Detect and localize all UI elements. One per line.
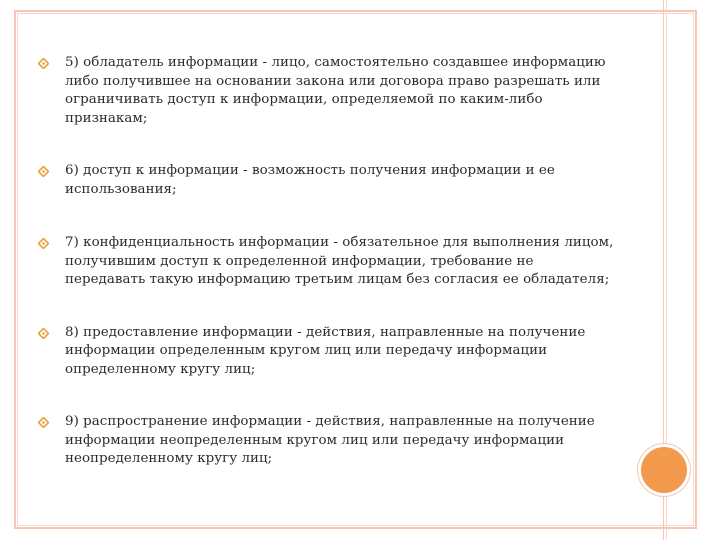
list-item-text: 5) обладатель информации - лицо, самостоятельно создавшее информацию либо получившее на основании закона или договора право разрешать или ограничивать доступ к информации, определяемой по каким-либо признакам; xyxy=(65,55,606,126)
list-item-text: 7) конфиденциальность информации - обязательное для выполнения лицом, получившим доступ к определенной информации, требование не передавать такую информацию третьим лицам без согласия ее обладателя; xyxy=(65,235,614,287)
definition-list xyxy=(38,54,618,469)
list-item xyxy=(38,324,618,380)
diamond-bullet-icon xyxy=(38,166,49,177)
diamond-bullet-icon xyxy=(38,328,49,339)
list-item-text: 6) доступ к информации - возможность получения информации и ее использования; xyxy=(65,163,555,197)
diamond-bullet-icon xyxy=(38,58,49,69)
orange-circle-decoration xyxy=(641,447,687,493)
list-item xyxy=(38,54,618,128)
diamond-bullet-icon xyxy=(38,417,49,428)
list-item-text: 9) распространение информации - действия, направленные на получение информации неопределенным кругом лиц или передачу информации неопределенному кругу лиц; xyxy=(65,414,595,466)
list-item-text: 8) предоставление информации - действия, направленные на получение информации определенным кругом лиц или передачу информации определенному кругу лиц; xyxy=(65,324,586,377)
diamond-bullet-icon xyxy=(38,238,49,249)
list-item xyxy=(38,162,618,199)
list-item xyxy=(38,234,618,290)
list-item xyxy=(38,413,618,469)
